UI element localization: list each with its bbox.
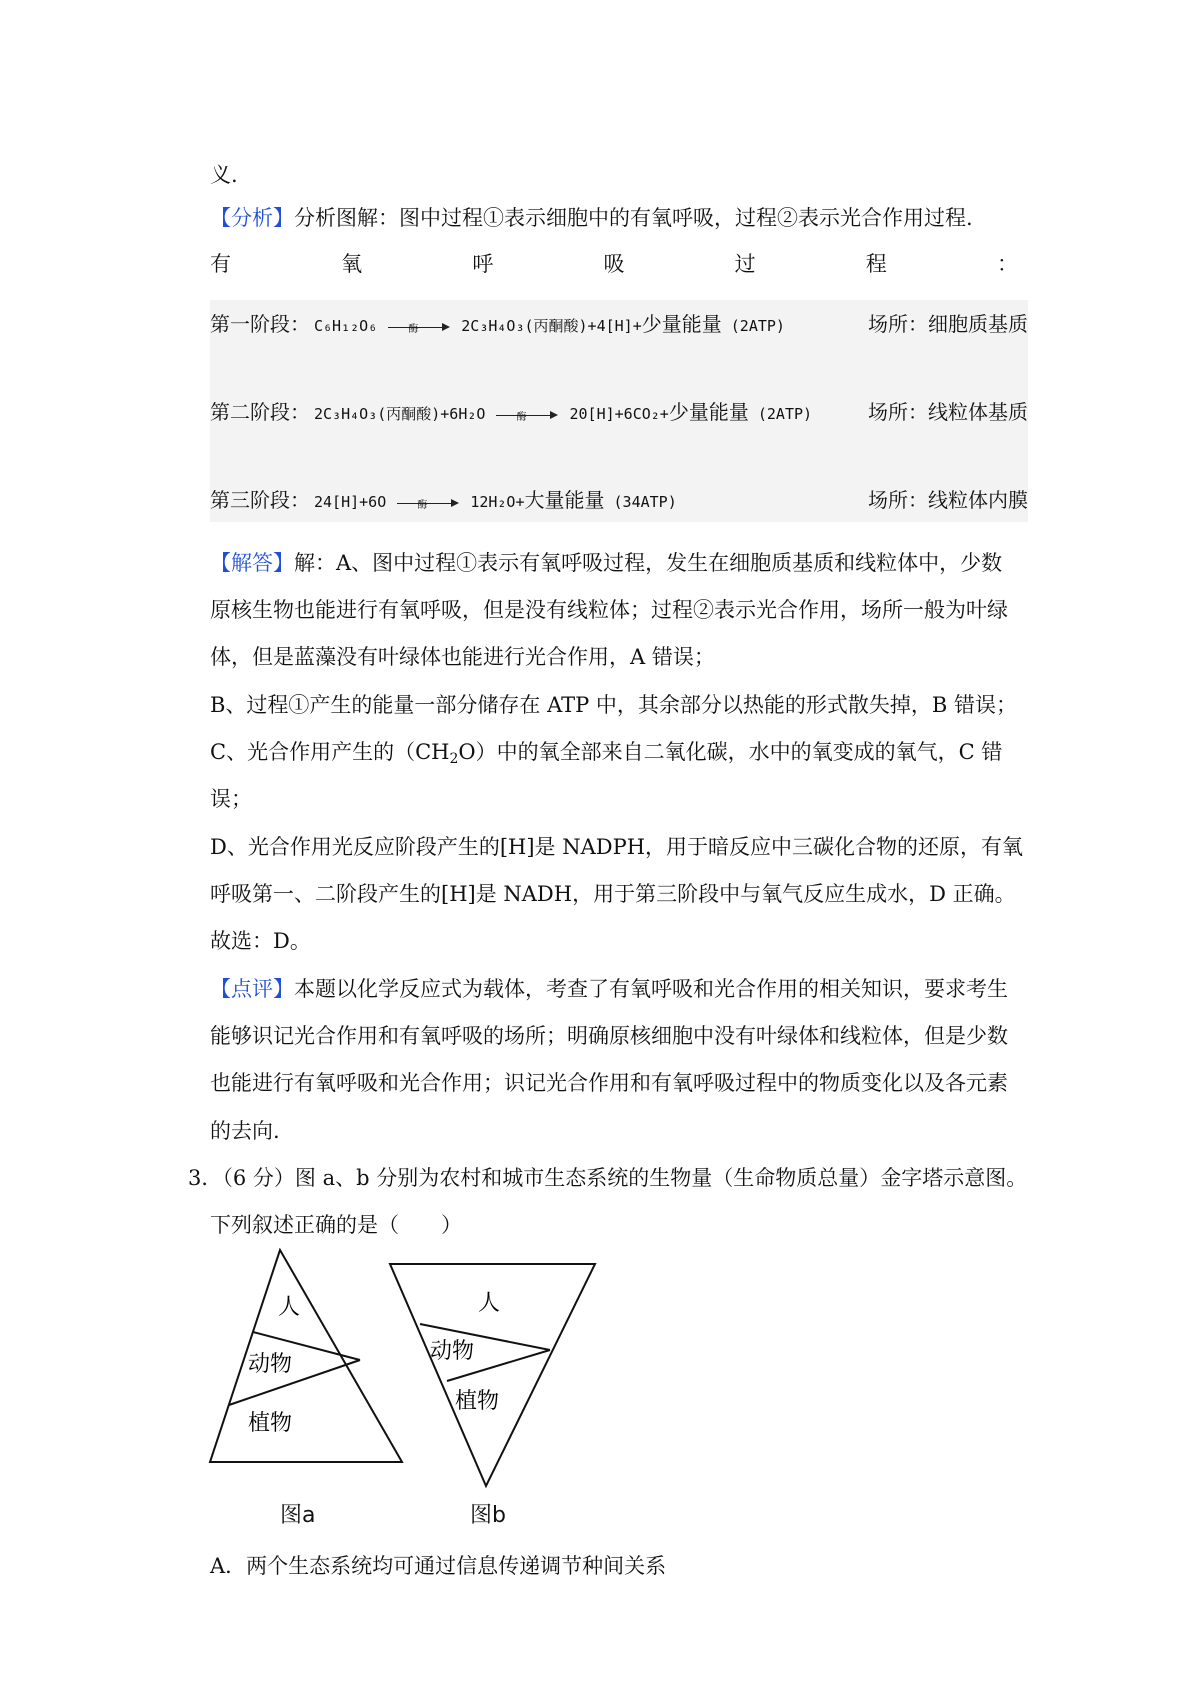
stage-formula (314, 480, 677, 522)
spread-line (210, 249, 1018, 279)
pyramid-a-label: 动物 (248, 1352, 293, 1377)
text-line: B、过程①产生的能量一部分储存在 ATP 中，其余部分以热能的形式散失掉，B 错误； (210, 693, 1018, 717)
stage-label: 第二阶段： (210, 400, 310, 424)
pyramid-b-label: 动物 (430, 1339, 475, 1364)
text-line: 能够识记光合作用和有氧呼吸的场所；明确原核细胞中没有叶绿体和线粒体，但是少数 (210, 1024, 1008, 1048)
text-line (210, 737, 1002, 774)
formula-rhs: 12H₂O+ (470, 493, 525, 511)
text-line: 的去向. (210, 1119, 280, 1143)
stage-place: 场所：细胞质基质 (868, 312, 1028, 336)
formula-lhs: 2C₃H₄O₃(丙酮酸)+6H₂O (314, 405, 486, 423)
answer-tag: 【解答】 (210, 551, 294, 575)
energy-label: 少量能量 (641, 312, 722, 336)
c-line-subscript: 2 (449, 751, 459, 767)
text-line: 误； (210, 787, 252, 811)
pyramid-b-label: 人 (478, 1291, 501, 1316)
energy-label: 大量能量 (524, 488, 605, 512)
answer-choice: 故选：D。 (210, 929, 311, 953)
equation-stage-1 (210, 304, 1028, 344)
analysis-text: 分析图解：图中过程①表示细胞中的有氧呼吸，过程②表示光合作用过程. (294, 206, 973, 230)
stage-place: 场所：线粒体内膜 (868, 488, 1028, 512)
pyramid-a-label: 人 (278, 1295, 301, 1320)
text-line: 原核生物也能进行有氧呼吸，但是没有线粒体；过程②表示光合作用，场所一般为叶绿 (210, 598, 1008, 622)
pyramid-diagram (200, 1248, 620, 1508)
energy-label: 少量能量 (668, 400, 749, 424)
spread-char: 吸 (603, 252, 625, 276)
text-line: 义. (210, 163, 238, 187)
answer-line (210, 548, 1002, 578)
question-3-line: 3．（6 分）图 a、b 分别为农村和城市生态系统的生物量（生命物质总量）金字塔示意图。 (188, 1166, 1028, 1190)
atp-label: (2ATP) (730, 317, 785, 335)
stage-place: 场所：线粒体基质 (868, 400, 1028, 424)
respiration-equations-image (210, 300, 1028, 522)
figure-a-caption: 图a (280, 1503, 316, 1528)
biomass-pyramid-figure (200, 1248, 620, 1528)
stage-label: 第三阶段： (210, 488, 310, 512)
formula-rhs: 2C₃H₄O₃(丙酮酸)+4[H]+ (461, 317, 642, 335)
analysis-line (210, 203, 973, 233)
c-line-pre: C、光合作用产生的（CH (210, 740, 450, 764)
reaction-arrow-icon (388, 322, 450, 335)
pyramid-b-label: 植物 (455, 1389, 500, 1414)
text-line: 体，但是蓝藻没有叶绿体也能进行光合作用，A 错误； (210, 645, 715, 669)
comment-line (210, 974, 1008, 1004)
spread-char: 氧 (341, 252, 363, 276)
equation-stage-2 (210, 392, 1028, 432)
spread-char: 有 (210, 252, 231, 276)
c-line-post: O）中的氧全部来自二氧化碳，水中的氧变成的氧气，C 错 (458, 740, 1003, 764)
question-3-line: 下列叙述正确的是（ ） (210, 1213, 462, 1237)
option-a: A．两个生态系统均可通过信息传递调节种间关系 (210, 1554, 667, 1578)
text-line: D、光合作用光反应阶段产生的[H]是 NADPH，用于暗反应中三碳化合物的还原，有氧 (210, 835, 1024, 859)
pyramid-a-label: 植物 (248, 1411, 293, 1436)
comment-tag: 【点评】 (210, 977, 294, 1001)
spread-char: 呼 (472, 252, 494, 276)
formula-lhs: C₆H₁₂O₆ (314, 317, 378, 335)
atp-label: (2ATP) (757, 405, 813, 423)
stage-formula (314, 392, 812, 434)
enzyme-label: 酶 (417, 499, 428, 511)
analysis-tag: 【分析】 (210, 206, 294, 230)
stage-label: 第一阶段： (210, 312, 310, 336)
reaction-arrow-icon (496, 410, 558, 423)
answer-text: 解：A、图中过程①表示有氧呼吸过程，发生在细胞质基质和线粒体中，少数 (294, 551, 1003, 575)
stage-formula (314, 304, 785, 346)
enzyme-label: 酶 (408, 323, 419, 335)
formula-lhs: 24[H]+6O (314, 493, 387, 511)
text-line: 呼吸第一、二阶段产生的[H]是 NADH，用于第三阶段中与氧气反应生成水，D 正确。 (210, 882, 1016, 906)
enzyme-label: 酶 (516, 411, 527, 423)
spread-char: 程 (865, 252, 887, 276)
text-line: 也能进行有氧呼吸和光合作用；识记光合作用和有氧呼吸过程中的物质变化以及各元素 (210, 1071, 1008, 1095)
atp-label: (34ATP) (613, 493, 677, 511)
formula-rhs: 20[H]+6CO₂+ (569, 405, 669, 423)
reaction-arrow-icon (397, 498, 459, 511)
spread-char: 过 (734, 252, 756, 276)
spread-char: ： (996, 252, 1018, 276)
comment-text: 本题以化学反应式为载体，考查了有氧呼吸和光合作用的相关知识，要求考生 (294, 977, 1008, 1001)
pyramid-a-outline (210, 1250, 402, 1462)
figure-b-caption: 图b (470, 1503, 506, 1528)
equation-stage-3 (210, 480, 1028, 520)
